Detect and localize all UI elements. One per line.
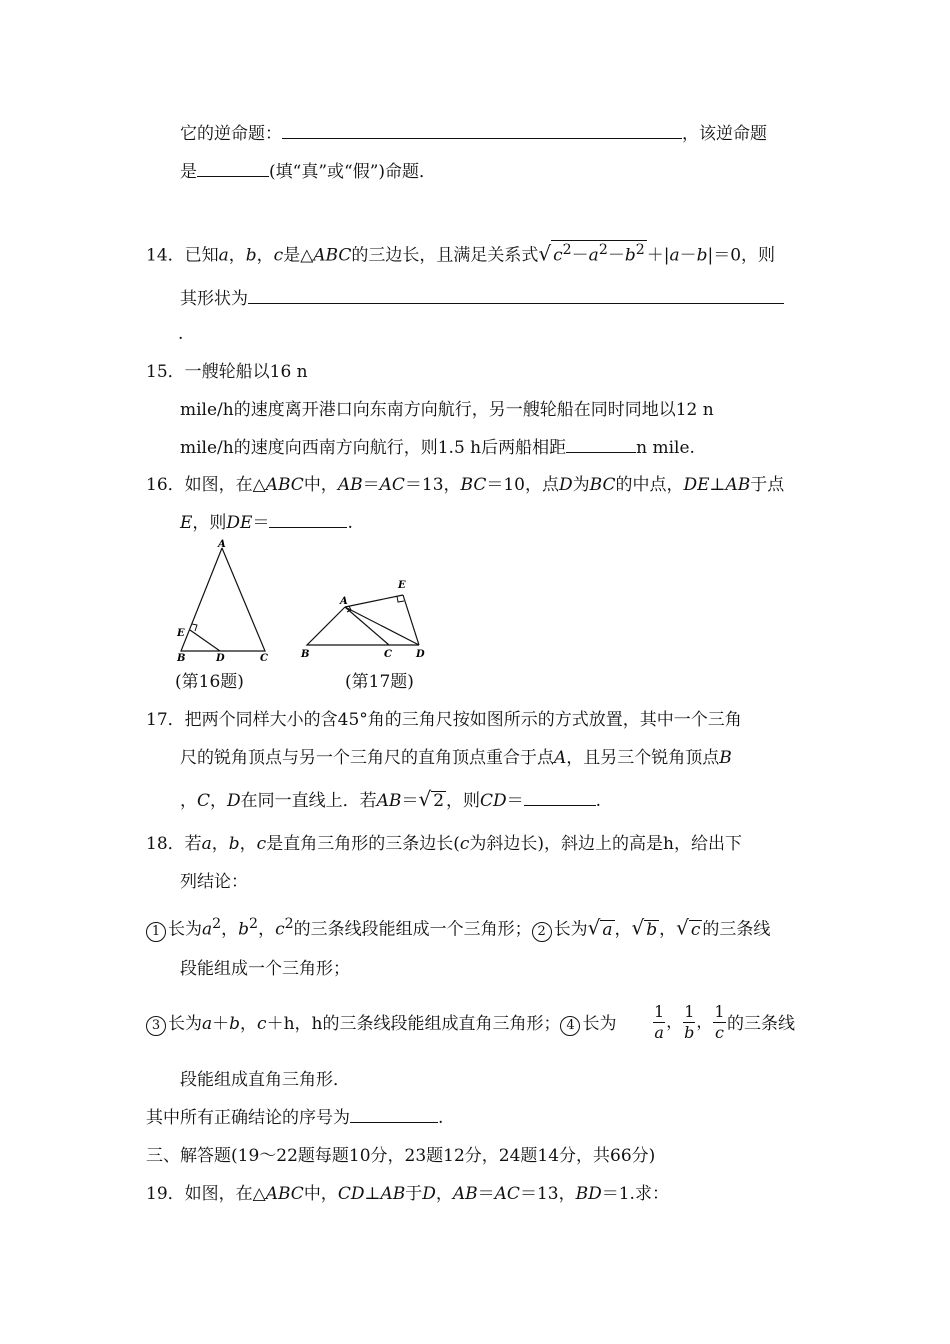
text: ，则 <box>446 791 481 811</box>
var: AB <box>380 1184 406 1204</box>
numerator: 1 <box>684 1002 695 1021</box>
label-A: A <box>340 596 348 607</box>
text: ＋| <box>646 245 670 266</box>
converse-line <box>180 122 767 146</box>
var: b <box>228 834 240 854</box>
var: CD <box>337 1184 365 1204</box>
text: － <box>571 245 589 266</box>
var: a <box>602 919 613 940</box>
radical-sign: √ <box>418 787 432 811</box>
var: h <box>283 1014 295 1034</box>
var: c <box>273 245 284 266</box>
circled-number: 1 <box>146 922 166 942</box>
var: b <box>624 245 636 266</box>
label-B: B <box>301 649 310 660</box>
text: 的三条线 <box>702 919 771 940</box>
var: c <box>275 919 285 940</box>
var: DE <box>226 513 253 533</box>
var: c <box>690 919 701 940</box>
answer-blank[interactable] <box>197 160 269 177</box>
question-18 <box>146 832 742 856</box>
text: |＝0，则 <box>707 245 776 266</box>
answer-blank[interactable] <box>282 122 682 139</box>
answer-blank[interactable] <box>350 1106 438 1123</box>
answer-blank[interactable] <box>248 287 784 304</box>
question-14-period <box>178 322 183 346</box>
var: a <box>202 919 213 940</box>
question-17-line2 <box>180 746 732 770</box>
var: D <box>559 475 573 495</box>
answer-blank[interactable] <box>269 511 347 528</box>
circled-number: 4 <box>560 1016 580 1036</box>
label-A: A <box>218 539 226 550</box>
conclusion-4-tail: 的三条线 <box>727 1014 795 1034</box>
text: 段能组成直角三角形． <box>180 1070 350 1090</box>
var: a <box>218 245 229 266</box>
text: . <box>595 791 602 811</box>
question-15 <box>146 360 308 384</box>
text: ＝10，点 <box>486 475 559 495</box>
radicand: 2 <box>433 791 445 811</box>
radical-sign: √ <box>631 915 645 940</box>
text: 中， <box>303 1184 338 1204</box>
text: 中， <box>303 475 338 495</box>
conclusion-1-2: 1 长为$a^2$，$b^2$，$c^2$的三条线段能组成一个三角形； 2 长为√ a ，√ b ，√ c 的三条线 <box>146 912 770 942</box>
text: ＋ <box>212 1014 230 1034</box>
text: ， <box>258 919 276 940</box>
text: ， <box>659 919 677 940</box>
question-18-line2 <box>180 870 248 894</box>
var: c <box>256 834 267 854</box>
text: ＝13， <box>404 475 461 495</box>
text: ， <box>221 919 239 940</box>
var: BC <box>589 475 616 495</box>
text: . <box>178 324 184 344</box>
text: ， <box>666 1012 683 1031</box>
text: ＝ <box>362 475 380 495</box>
var: ABC <box>265 475 304 495</box>
var: b <box>245 245 257 266</box>
text: 长为 <box>553 919 588 940</box>
label-D: D <box>416 649 425 660</box>
var: b <box>646 919 658 940</box>
text: 长为 <box>582 1014 617 1034</box>
text: ＝ <box>506 791 524 811</box>
text: 19．如图，在△ <box>146 1184 266 1204</box>
figure-17-caption: (第17题) <box>345 672 414 692</box>
radicand <box>644 920 659 939</box>
text: 为斜边长)，斜边上的高是h，给出下 <box>469 834 742 854</box>
var: BD <box>575 1184 602 1204</box>
text: ， <box>696 1012 713 1031</box>
circled-number: 2 <box>532 922 552 942</box>
numerator: 1 <box>654 1002 665 1021</box>
numerator: 1 <box>714 1002 725 1021</box>
question-15-line3 <box>180 436 695 460</box>
radicand: $c^2-a^2-b^2$ <box>553 242 645 266</box>
text: 15．一艘轮船以16 n <box>146 362 308 382</box>
var: b <box>229 1014 241 1034</box>
text: 它的逆命题： <box>180 124 282 144</box>
var: AC <box>379 475 405 495</box>
text: ＝ <box>477 1184 495 1204</box>
label-D: D <box>216 653 225 664</box>
label-B: B <box>177 653 186 664</box>
text: mile/h的速度向西南方向航行，则1.5 h后两船相距 <box>180 438 567 458</box>
text: 其形状为 <box>180 289 248 309</box>
var: B <box>719 748 732 768</box>
text: ， <box>210 791 228 811</box>
figure-16-caption: (第16题) <box>175 672 244 692</box>
denominator: c <box>715 1023 724 1042</box>
question-15-line2 <box>180 398 714 422</box>
text: 于 <box>405 1184 423 1204</box>
var: ABC <box>313 245 352 266</box>
text: ， <box>239 834 257 854</box>
conclusion-4-line2 <box>180 1068 350 1092</box>
text: 16．如图，在△ <box>146 475 266 495</box>
text: 是△ <box>283 245 314 266</box>
text: 为 <box>572 475 590 495</box>
question-17 <box>146 708 742 732</box>
text: ，该逆命题 <box>682 124 767 144</box>
text: 的中点， <box>615 475 684 495</box>
answer-blank[interactable] <box>524 789 596 806</box>
var: c <box>553 245 563 266</box>
var: a <box>202 1014 213 1034</box>
var: D <box>227 791 241 811</box>
text: ＝ <box>252 513 270 533</box>
converse-truth-line <box>180 160 436 184</box>
var: a <box>588 245 599 266</box>
fractions <box>652 1002 727 1043</box>
var: C <box>197 791 211 811</box>
text: ＝ <box>401 791 419 811</box>
text: 长为 <box>168 1014 202 1034</box>
text: ， <box>180 791 197 811</box>
text: 于点 <box>750 475 785 495</box>
text: 是直角三角形的三条边长( <box>266 834 460 854</box>
answer-blank[interactable] <box>566 436 636 453</box>
section-3-heading: 三、解答题(19～22题每题10分，23题12分，24题14分，共66分) <box>146 1146 656 1166</box>
var: AB <box>725 475 751 495</box>
question-14-shape <box>180 287 784 311</box>
text: ⊥ <box>709 475 726 495</box>
text: 18．若 <box>146 834 202 854</box>
text: ， <box>240 1014 258 1034</box>
label-C: C <box>384 649 392 660</box>
text: 在同一直线上．若 <box>240 791 377 811</box>
text: ＝1.求： <box>601 1184 669 1204</box>
text: 是 <box>180 162 197 182</box>
var: D <box>422 1184 436 1204</box>
text: 尺的锐角顶点与另一个三角尺的直角顶点重合于点 <box>180 748 554 768</box>
question-14 <box>146 240 775 268</box>
question-16-line2 <box>180 511 353 535</box>
text: 列结论： <box>180 872 248 892</box>
text: ，且另三个锐角顶点 <box>566 748 720 768</box>
fraction-1-over-c <box>713 1002 725 1043</box>
text: ，则 <box>192 513 227 533</box>
var: AC <box>494 1184 520 1204</box>
radicand <box>600 920 614 939</box>
question-19 <box>146 1182 669 1206</box>
figure-16 <box>170 535 280 665</box>
text: 的三条线段能组成一个三角形； <box>293 919 532 940</box>
text: . <box>347 513 353 533</box>
text: － <box>607 245 625 266</box>
text: mile/h的速度离开港口向东南方向航行，另一艘轮船在同时同地以12 n <box>180 400 714 420</box>
var: c <box>459 834 470 854</box>
text: (填“真”或“假”)命题． <box>269 162 437 182</box>
text: ， <box>614 919 632 940</box>
var: a <box>201 834 212 854</box>
radical-sign: √ <box>538 241 552 266</box>
fraction-1-over-b <box>683 1002 695 1043</box>
var: AB <box>337 475 363 495</box>
text: 长为 <box>168 919 202 940</box>
text: 14．已知 <box>146 245 219 266</box>
text: ，h的三条线段能组成直角三角形； <box>294 1014 561 1034</box>
var: CD <box>480 791 507 811</box>
question-16 <box>146 473 784 497</box>
text: ， <box>256 245 274 266</box>
label-E: E <box>177 628 185 639</box>
conclusion-2-line2 <box>180 957 350 981</box>
text: . <box>438 1108 444 1128</box>
answer-line <box>146 1106 443 1130</box>
text: ⊥ <box>364 1184 381 1204</box>
text: n mile. <box>636 438 695 458</box>
var: AB <box>452 1184 478 1204</box>
var: a <box>669 245 680 266</box>
denominator: a <box>654 1023 664 1042</box>
text: ＋ <box>266 1014 284 1034</box>
var: A <box>554 748 567 768</box>
text: 17．把两个同样大小的含45°角的三角尺按如图所示的方式放置，其中一个三角 <box>146 710 742 730</box>
text: 其中所有正确结论的序号为 <box>146 1108 350 1128</box>
radical-sign: √ <box>587 915 601 940</box>
var: DE <box>683 475 710 495</box>
var: b <box>696 245 708 266</box>
text: ＝13， <box>519 1184 576 1204</box>
question-17-line3 <box>180 787 601 813</box>
var: BC <box>460 475 487 495</box>
text: ， <box>435 1184 453 1204</box>
radical-sign: √ <box>676 915 689 940</box>
var: E <box>180 513 193 533</box>
var: c <box>257 1014 267 1034</box>
fraction-1-over-a <box>653 1002 665 1043</box>
text: ， <box>211 834 229 854</box>
text: 段能组成一个三角形； <box>180 959 350 979</box>
denominator: b <box>684 1023 695 1042</box>
text: ， <box>228 245 246 266</box>
label-E: E <box>398 580 406 591</box>
figure-17 <box>296 575 436 665</box>
circled-number: 3 <box>146 1016 166 1036</box>
label-C: C <box>260 653 268 664</box>
var: ABC <box>265 1184 304 1204</box>
var: b <box>238 919 250 940</box>
conclusion-3-4 <box>146 1012 616 1036</box>
var: AB <box>376 791 402 811</box>
text: － <box>679 245 697 266</box>
radicand <box>689 920 703 939</box>
text: 的三边长，且满足关系式 <box>351 245 539 266</box>
